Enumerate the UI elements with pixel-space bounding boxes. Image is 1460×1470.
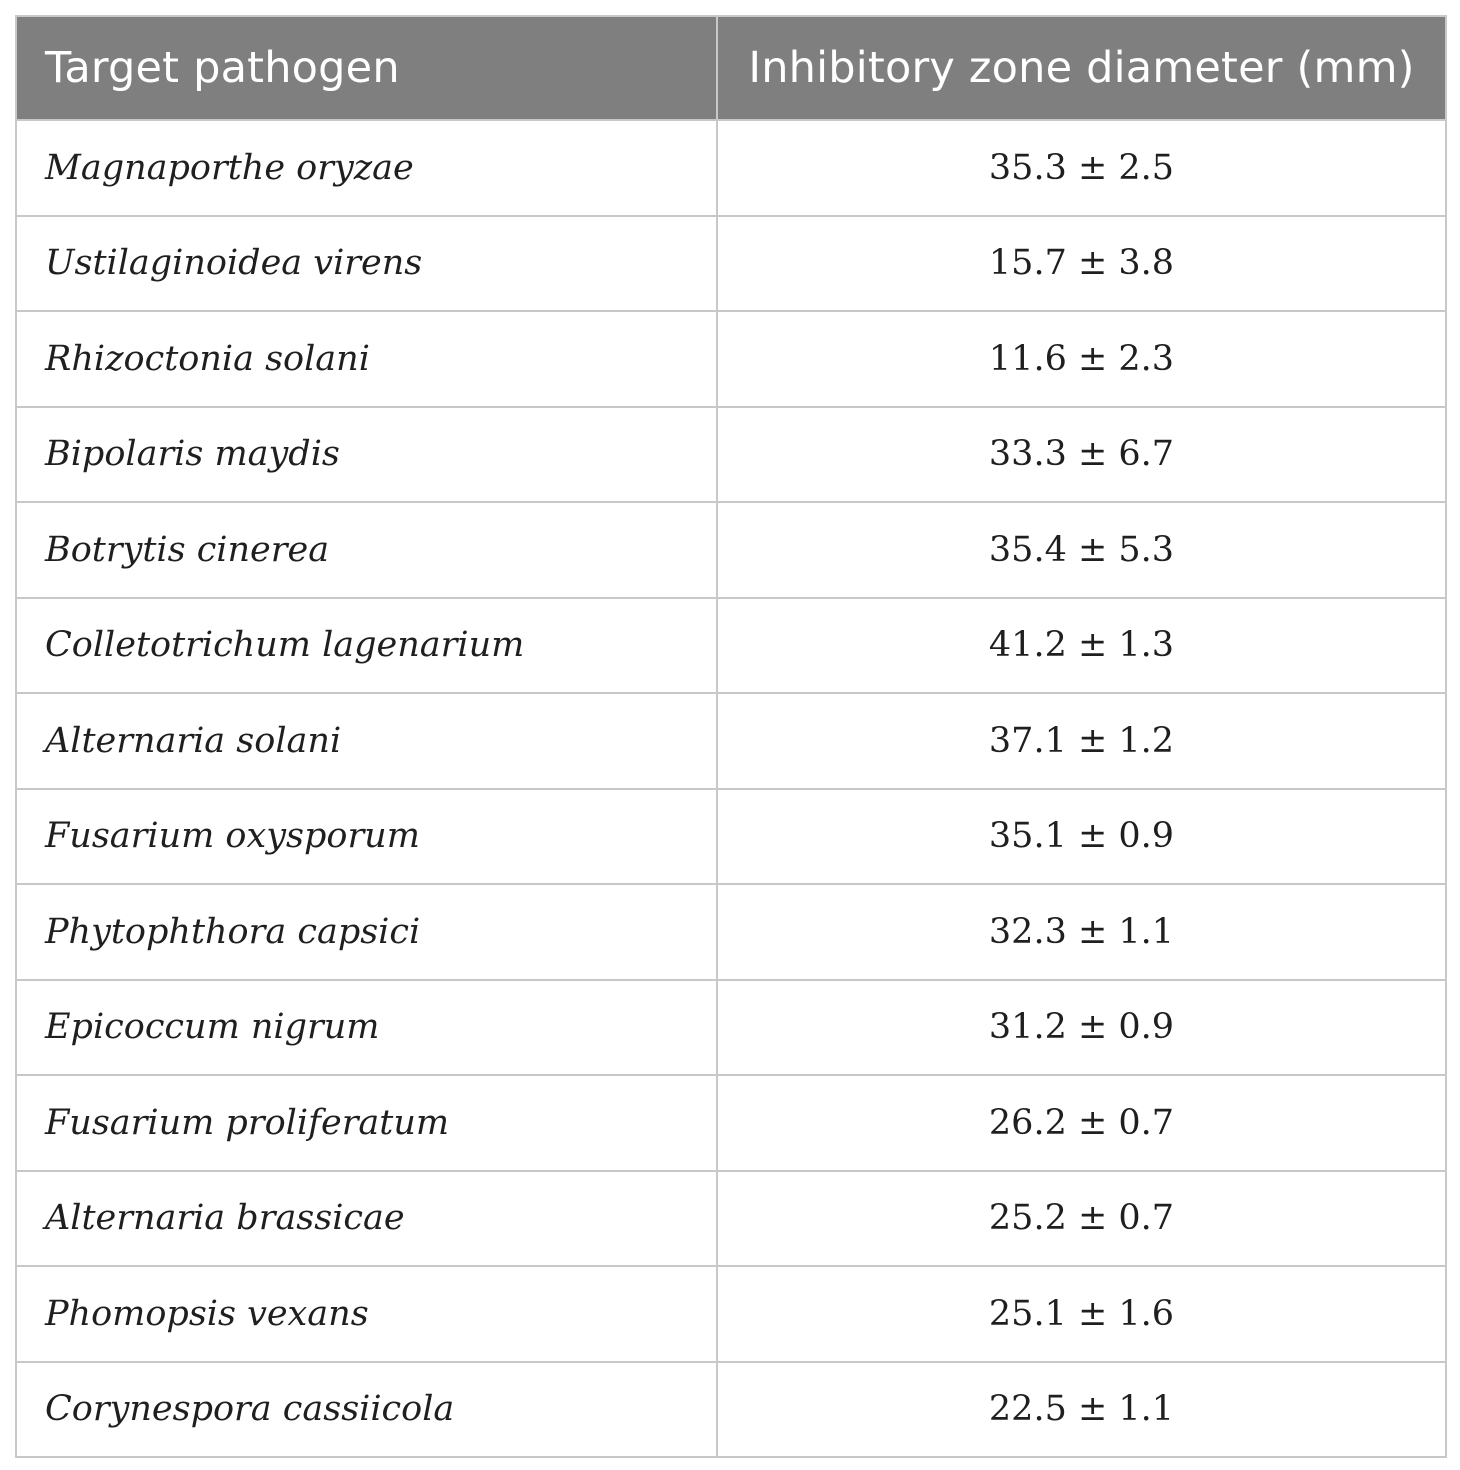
- header-row: [16, 16, 1446, 120]
- pathogen-name-cell: Bipolaris maydis: [16, 407, 717, 503]
- diameter-value-cell: 15.7 ± 3.8: [717, 216, 1446, 312]
- pathogen-name-cell: Phomopsis vexans: [16, 1266, 717, 1362]
- pathogen-name-cell: Botrytis cinerea: [16, 502, 717, 598]
- pathogen-name-cell: Rhizoctonia solani: [16, 311, 717, 407]
- pathogen-name-cell: Alternaria brassicae: [16, 1171, 717, 1267]
- data-table-container: [15, 15, 1445, 1458]
- diameter-value-cell: 35.4 ± 5.3: [717, 502, 1446, 598]
- table-row: [16, 120, 1446, 216]
- pathogen-inhibition-table: [15, 15, 1447, 1458]
- table-row: [16, 1171, 1446, 1267]
- table-row: [16, 311, 1446, 407]
- diameter-value-cell: 25.2 ± 0.7: [717, 1171, 1446, 1267]
- table-row: [16, 1362, 1446, 1458]
- diameter-value-cell: 33.3 ± 6.7: [717, 407, 1446, 503]
- diameter-value-cell: 32.3 ± 1.1: [717, 884, 1446, 980]
- pathogen-name-cell: Ustilaginoidea virens: [16, 216, 717, 312]
- pathogen-name-cell: Fusarium oxysporum: [16, 789, 717, 885]
- table-body: [16, 120, 1446, 1457]
- diameter-value-cell: 25.1 ± 1.6: [717, 1266, 1446, 1362]
- pathogen-name-cell: Alternaria solani: [16, 693, 717, 789]
- table-row: [16, 884, 1446, 980]
- table-row: [16, 598, 1446, 694]
- pathogen-name-cell: Colletotrichum lagenarium: [16, 598, 717, 694]
- diameter-value-cell: 11.6 ± 2.3: [717, 311, 1446, 407]
- table-row: [16, 693, 1446, 789]
- table-row: [16, 407, 1446, 503]
- diameter-value-cell: 35.3 ± 2.5: [717, 120, 1446, 216]
- table-row: [16, 502, 1446, 598]
- pathogen-name-cell: Corynespora cassiicola: [16, 1362, 717, 1458]
- diameter-value-cell: 35.1 ± 0.9: [717, 789, 1446, 885]
- diameter-value-cell: 31.2 ± 0.9: [717, 980, 1446, 1076]
- diameter-value-cell: 41.2 ± 1.3: [717, 598, 1446, 694]
- table-row: [16, 216, 1446, 312]
- diameter-value-cell: 26.2 ± 0.7: [717, 1075, 1446, 1171]
- table-row: [16, 1266, 1446, 1362]
- pathogen-name-cell: Epicoccum nigrum: [16, 980, 717, 1076]
- pathogen-name-cell: Phytophthora capsici: [16, 884, 717, 980]
- table-row: [16, 980, 1446, 1076]
- diameter-value-cell: 22.5 ± 1.1: [717, 1362, 1446, 1458]
- table-header: [16, 16, 1446, 120]
- header-inhibitory-zone-diameter: Inhibitory zone diameter (mm): [717, 16, 1446, 120]
- table-row: [16, 789, 1446, 885]
- diameter-value-cell: 37.1 ± 1.2: [717, 693, 1446, 789]
- header-target-pathogen: Target pathogen: [16, 16, 717, 120]
- pathogen-name-cell: Fusarium proliferatum: [16, 1075, 717, 1171]
- pathogen-name-cell: Magnaporthe oryzae: [16, 120, 717, 216]
- table-row: [16, 1075, 1446, 1171]
